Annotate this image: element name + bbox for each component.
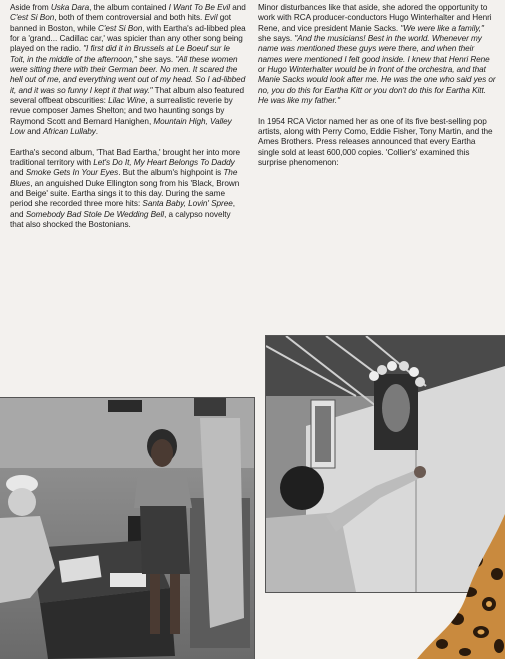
text-run: Minor disturbances like that aside, she adored the opportunity to work with RCA producer-conductors Hugo Winterhalter and Henri Rene, and vice president Manie Sacks. [258, 3, 492, 33]
text-run: Aside from [10, 3, 51, 12]
office-scene-illustration [0, 398, 254, 659]
studio-office-photo [0, 398, 254, 659]
quote: "I first did it in Brussels at Le Boeuf sur le Toit, in the middle of the afternoon," [10, 44, 230, 64]
right-paragraph-1 [258, 3, 498, 106]
text-run: , both of them controversial and both hits. [54, 13, 205, 23]
text-run: got banned in Boston, while [10, 13, 231, 33]
text-run: . But the album's highpoint is [118, 168, 224, 178]
song-title: Santa Baby, Lovin' Spree [142, 199, 233, 209]
leopard-print-corner [397, 514, 505, 659]
text-run: and [24, 127, 43, 137]
left-paragraph-1 [10, 3, 246, 137]
song-title: African Lullaby [42, 127, 96, 137]
song-title: C'est Si Bon [98, 23, 143, 33]
song-title: Mountain High, Valley Low [10, 116, 232, 137]
text-run: , an anguished Duke Ellington song from his 'Black, Brown and Beige' suite. Eartha sings it to this day. During the same period she recorded three more hits: [10, 178, 240, 209]
left-text-column [10, 3, 246, 241]
song-title: The Blues [10, 168, 238, 188]
song-title: Smoke Gets In Your Eyes [25, 168, 119, 178]
text-run: , with Eartha's ad-libbed plea for a 'grand... Cadillac car,' was spicier than any other song being played on the radio. [10, 23, 246, 54]
text-run: That album also featured several offbeat obscurities: [10, 85, 244, 106]
quote: "All these women were sitting there with their German beer. No men. It scared the hell out of me, and everything went out of my head. So I ad-libbed it, and it was so funny I kept it that way." [10, 54, 246, 95]
song-title: Somebody Bad Stole De Wedding Bell [25, 209, 165, 219]
song-title: Uska Dara [50, 3, 90, 12]
text-run: and [230, 3, 246, 12]
quote: "We were like a family," [400, 23, 484, 33]
right-paragraph-2 [258, 117, 498, 169]
text-run: , the album contained [89, 3, 169, 12]
quote: "And the musicians! Best in the world. Whenever my name was mentioned these guys were there, and when their names were mentioned I felt good inside. I knew that Henri Rene or Hugo Winterhalter would be in front of the orchestra, and that Manie Sacks would look after me. He was the one who said yes or no, you do this for Eartha Kitt or you don't do this for Eartha Kitt. He was like my father." [258, 34, 496, 106]
text-run: , and [10, 199, 235, 219]
text-run: , a surrealistic reverie by revue composer James Shelton; and two haunting songs by Raymond Scott and Bernard Hanighen, [10, 96, 233, 126]
song-title: I Want To Be Evil [168, 3, 231, 12]
left-paragraph-2 [10, 148, 246, 231]
song-title: C'est Si Bon [10, 13, 55, 23]
song-title: Lilac Wine [108, 96, 146, 106]
text-run: she says. [136, 54, 176, 64]
text-run: Eartha's second album, 'That Bad Eartha,' brought her into more traditional territory with [10, 147, 241, 168]
text-run: she says. [258, 34, 295, 44]
song-title: Let's Do It, My Heart Belongs To Daddy [93, 158, 235, 168]
right-text-column [258, 3, 498, 179]
text-run: and [10, 168, 26, 178]
text-run: In 1954 RCA Victor named her as one of its five best-selling pop artists, along with Perry Como, Eddie Fisher, Tony Martin, and the Ames Brothers. Press releases announced that every Eartha single sold at least 600,000 copies. 'Collier's' examined this surprise phenomenon: [258, 116, 493, 168]
text-run: . [95, 127, 99, 137]
leopard-pattern-illustration [397, 514, 505, 659]
song-title: Evil [204, 13, 218, 23]
text-run: , a calypso novelty that also shocked the Bostonians. [10, 209, 231, 230]
